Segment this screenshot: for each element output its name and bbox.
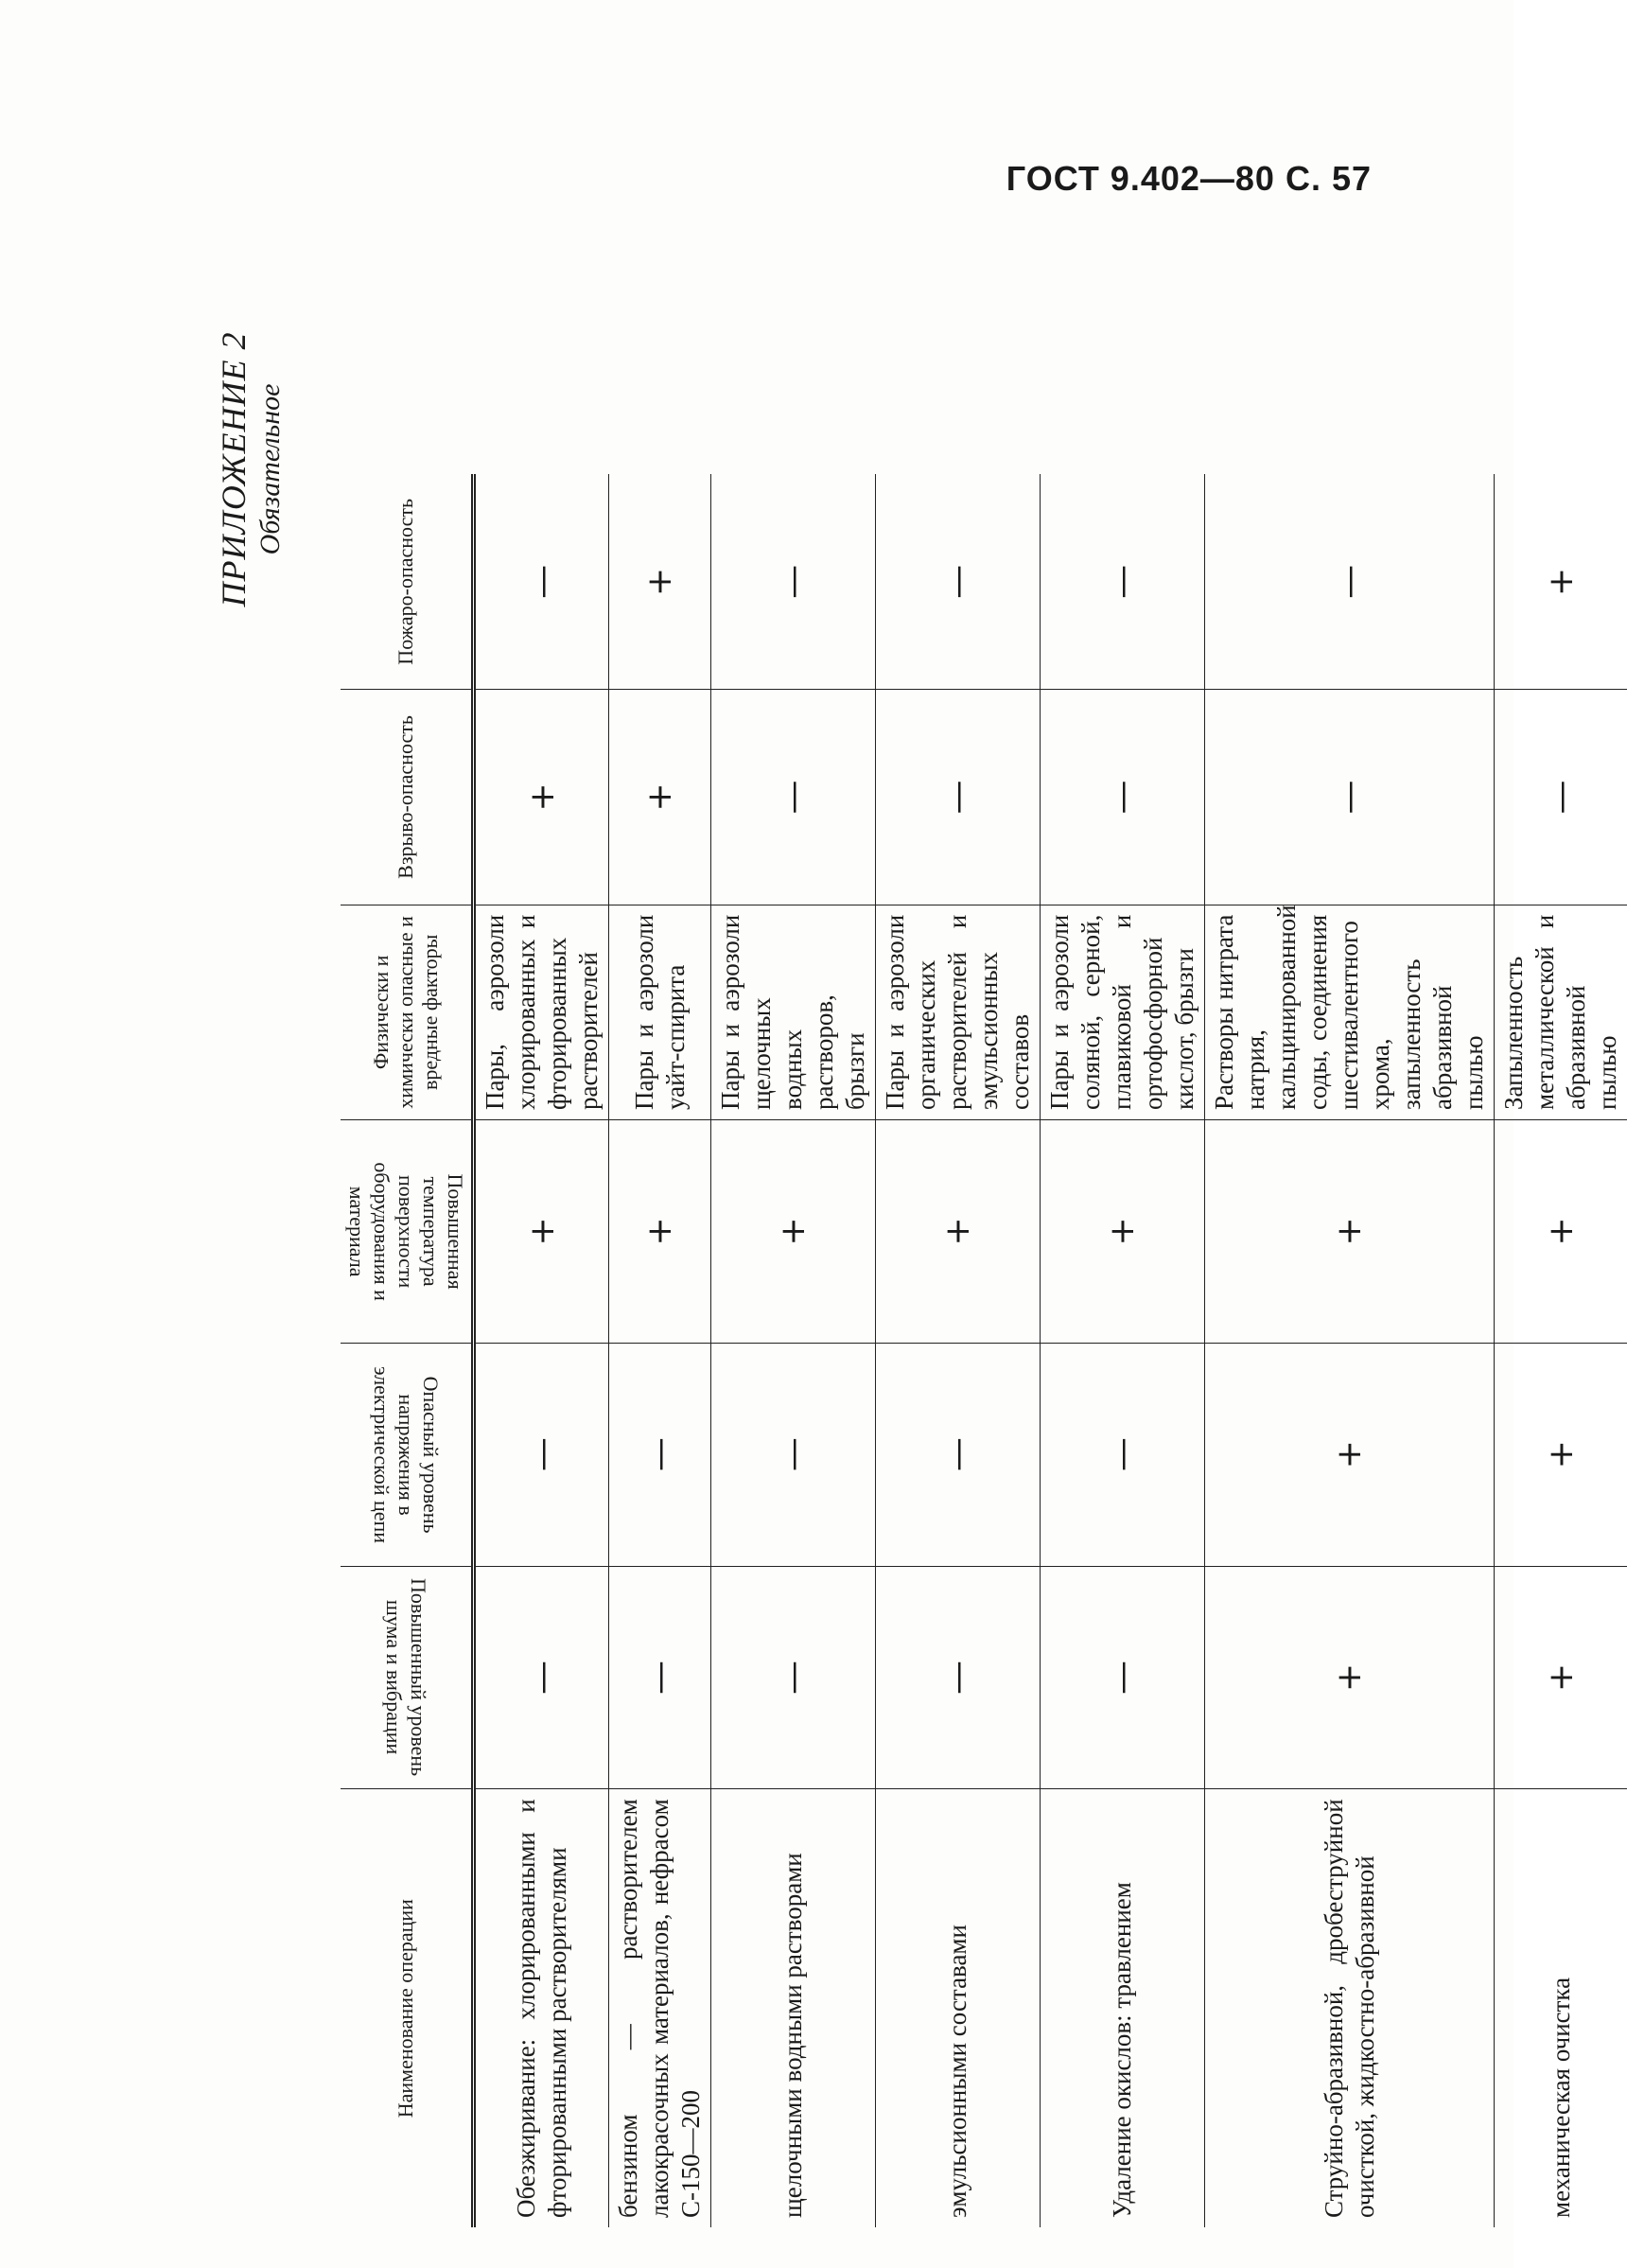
noise-mark: — <box>609 1566 711 1789</box>
operation-name: механическая очистка <box>1495 1789 1627 2227</box>
explosion-mark: — <box>876 690 1041 905</box>
hazard-table <box>341 259 1627 2227</box>
voltage-mark: — <box>1041 1343 1205 1566</box>
operation-name: эмульсионными составами <box>876 1789 1041 2227</box>
column-header: Пожаро-опасность <box>341 474 474 689</box>
explosion-mark: — <box>1205 690 1495 905</box>
noise-mark: — <box>1041 1566 1205 1789</box>
table-row <box>711 259 876 2227</box>
rotated-table-area <box>341 259 1621 2227</box>
operation-name: щелочными водными растворами <box>711 1789 876 2227</box>
noise-mark: + <box>1495 1566 1627 1789</box>
voltage-mark: + <box>1205 1343 1495 1566</box>
hazard-factors: Пары и аэрозоли щелочных водных растворов, брызги <box>711 905 876 1119</box>
explosion-mark: + <box>609 690 711 905</box>
fire-mark: — <box>711 474 876 689</box>
page-header: ГОСТ 9.402—80 С. 57 <box>1006 159 1372 198</box>
voltage-mark: — <box>876 1343 1041 1566</box>
fire-mark: + <box>1495 474 1627 689</box>
column-header: Повышенный уровень шума и вибрации <box>341 1566 474 1789</box>
hazard-factors: Пары, аэрозоли хлорированных и фторированных растворителей <box>474 905 609 1119</box>
column-header: Опасный уровень напряжения в электрической цепи <box>341 1343 474 1566</box>
noise-mark: + <box>1205 1566 1495 1789</box>
table-row <box>1205 259 1495 2227</box>
table-header-row <box>341 259 474 2227</box>
temperature-mark: + <box>711 1120 876 1344</box>
temperature-mark: + <box>876 1120 1041 1344</box>
temperature-mark: + <box>1495 1120 1627 1344</box>
table-row <box>1495 259 1627 2227</box>
noise-mark: — <box>474 1566 609 1789</box>
column-header: Наименование операции <box>341 1789 474 2227</box>
hazard-factors: Пары и аэрозоли соляной, серной, плавиковой и ортофосфорной кислот, брызги <box>1041 905 1205 1119</box>
operation-name: Обезжиривание: хлорированными и фторированными растворителями <box>474 1789 609 2227</box>
fire-mark: — <box>1205 474 1495 689</box>
noise-mark: — <box>711 1566 876 1789</box>
noise-mark: — <box>876 1566 1041 1789</box>
operation-name: Струйно-абразивной, дробеструйной очисткой, жидкостно-абразивной <box>1205 1789 1495 2227</box>
fire-mark: — <box>1041 474 1205 689</box>
explosion-mark: — <box>1495 690 1627 905</box>
hazard-factors: Растворы нитрата натрия, кальцинированной соды, соединения шестивалентного хрома, запыленность абразивной пылью <box>1205 905 1495 1119</box>
column-header: Повышенная температура поверхности оборудования и материала <box>341 1120 474 1344</box>
temperature-mark: + <box>1205 1120 1495 1344</box>
appendix-label <box>214 261 289 677</box>
explosion-mark: — <box>711 690 876 905</box>
appendix-subtitle: Обязательное <box>254 383 286 555</box>
column-header: Взрыво-опасность <box>341 690 474 905</box>
fire-mark: — <box>876 474 1041 689</box>
temperature-mark: + <box>609 1120 711 1344</box>
voltage-mark: + <box>1495 1343 1627 1566</box>
voltage-mark: — <box>609 1343 711 1566</box>
operation-name: бензином — растворителем лакокрасочных материалов, нефрасом С-150—200 <box>609 1789 711 2227</box>
hazard-factors: Пары и аэрозоли органических растворителей и эмульсионных составов <box>876 905 1041 1119</box>
temperature-mark: + <box>474 1120 609 1344</box>
column-header: Физически и химически опасные и вредные факторы <box>341 905 474 1119</box>
fire-mark: — <box>474 474 609 689</box>
voltage-mark: — <box>711 1343 876 1566</box>
table-row <box>876 259 1041 2227</box>
explosion-mark: — <box>1041 690 1205 905</box>
hazard-factors: Запыленность металлической и абразивной пылью <box>1495 905 1627 1119</box>
fire-mark: + <box>609 474 711 689</box>
voltage-mark: — <box>474 1343 609 1566</box>
table-row <box>474 259 609 2227</box>
table-row <box>1041 259 1205 2227</box>
hazard-factors: Пары и аэрозоли уайт-спирита <box>609 905 711 1119</box>
temperature-mark: + <box>1041 1120 1205 1344</box>
operation-name: Удаление окислов: травлением <box>1041 1789 1205 2227</box>
appendix-title: ПРИЛОЖЕНИЕ 2 <box>215 331 253 607</box>
table-row <box>609 259 711 2227</box>
explosion-mark: + <box>474 690 609 905</box>
